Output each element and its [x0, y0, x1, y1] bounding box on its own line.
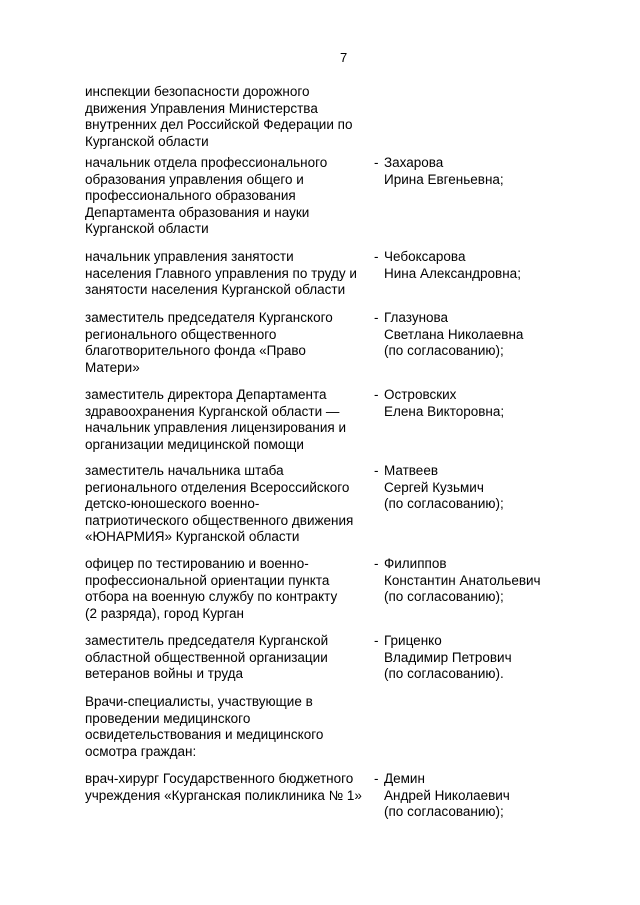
entry-dash: -	[374, 556, 379, 571]
member-position: начальник управления занятости населения Главного управления по труду и занятости населения Курганской области	[85, 249, 357, 297]
entry-dash: -	[374, 310, 379, 325]
doctor-name: Демин Андрей Николаевич (по согласованию);	[384, 771, 510, 819]
doctor-position: врач-хирург Государственного бюджетного учреждения «Курганская поликлиника № 1»	[85, 771, 362, 803]
member-name: Гриценко Владимир Петрович (по согласованию).	[384, 633, 512, 681]
member-name: Матвеев Сергей Кузьмич (по согласованию);	[384, 463, 504, 511]
member-position: заместитель председателя Курганского регионального общественного благотворительного фонда «Право Матери»	[85, 310, 333, 375]
entry-dash: -	[374, 463, 379, 478]
member-name: Глазунова Светлана Николаевна (по согласованию);	[384, 310, 524, 358]
member-name: Захарова Ирина Евгеньевна;	[384, 155, 504, 187]
entry-dash: -	[374, 633, 379, 648]
member-position: заместитель председателя Курганской областной общественной организации ветеранов войны и труда	[85, 633, 329, 681]
entry-dash: -	[374, 771, 379, 786]
member-name: Чебоксарова Нина Александровна;	[384, 249, 521, 281]
entry-dash: -	[374, 155, 379, 170]
entry-dash: -	[374, 249, 379, 264]
member-position: начальник отдела профессионального образования управления общего и профессионального образования Департамента образования и науки Курганской области	[85, 155, 328, 236]
intro-text: инспекции безопасности дорожного движения Управления Министерства внутренних дел Российской Федерации по Курганской области	[85, 84, 353, 149]
member-position: заместитель начальника штаба регионального отделения Всероссийского детско-юношеского военно- патриотического общественного движения «ЮНАРМИЯ» Курганской области	[85, 463, 354, 544]
member-position: заместитель директора Департамента здравоохранения Курганской области — начальник управления лицензирования и организации медицинской помощи	[85, 387, 346, 452]
section-heading-text: Врачи-специалисты, участвующие в проведении медицинского освидетельствования и медицинского осмотра граждан:	[85, 694, 324, 759]
entry-dash: -	[374, 387, 379, 402]
member-position: офицер по тестированию и военно- профессиональной ориентации пункта отбора на военную службу по контракту (2 разряда), город Курган	[85, 556, 338, 621]
member-name: Островских Елена Викторовна;	[384, 387, 505, 419]
page-number: 7	[340, 50, 348, 65]
member-name: Филиппов Константин Анатольевич (по согласованию);	[384, 556, 541, 604]
